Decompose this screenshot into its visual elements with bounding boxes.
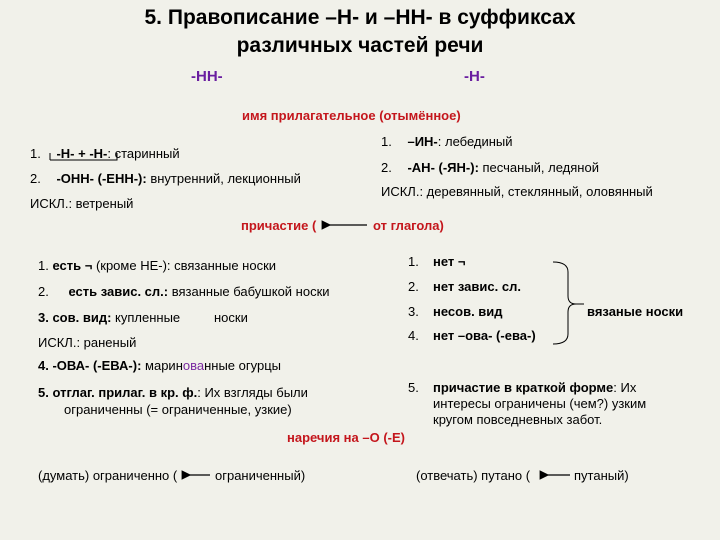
nn-rule-2-number: 2. [30, 171, 41, 186]
participle-nn-3-example: купленные [111, 310, 181, 325]
participle-n-5-line2: интересы ограничены (чем?) узким [433, 396, 647, 411]
n-rule-2-number: 2. [381, 160, 392, 175]
adverb-nn-example-left: (думать) ограниченно ( [38, 468, 178, 483]
n-rule-1-number: 1. [381, 134, 392, 149]
participle-n-5-number: 5. [408, 380, 419, 395]
participle-nn-1-condition: есть ¬ [52, 258, 93, 273]
participle-nn-4-example-a: марин [141, 358, 183, 373]
adverb-n-example-left: (отвечать) путано ( [416, 468, 531, 483]
nn-rule-1-example: : старинный [107, 146, 180, 161]
nn-rule-2-suffix: -ОНН- (-ЕНН-): [56, 171, 147, 186]
participle-exception: ИСКЛ.: раненый [38, 335, 137, 350]
participle-n-example: вязаные носки [587, 304, 684, 319]
participle-nn-1-example: (кроме НЕ-): связанные носки [92, 258, 277, 273]
participle-n-2-number: 2. [408, 279, 419, 294]
adverb-n-example-right: путаный) [574, 468, 629, 483]
n-exception: ИСКЛ.: деревянный, стеклянный, оловянный [381, 184, 653, 199]
participle-n-4: нет –ова- (-ева-) [433, 328, 536, 343]
rules-brace [553, 262, 576, 344]
header-nn: -НН- [191, 68, 223, 85]
participle-heading-right: от глагола) [373, 218, 444, 233]
title-line-1: 5. Правописание –Н- и –НН- в суффиксах [144, 6, 576, 29]
title-line-2: различных частей речи [236, 34, 484, 57]
participle-nn-5-example: : Их взгляды были [197, 385, 308, 400]
participle-n-5-condition: причастие в краткой форме [433, 380, 614, 395]
participle-n-2: нет завис. сл. [433, 279, 521, 294]
n-rule-2-suffix: -АН- (-ЯН-): [407, 160, 479, 175]
nn-rule-1-suffix: -Н- + -Н- [56, 146, 108, 161]
n-rule-1-example: : лебединый [437, 134, 513, 149]
participle-nn-3-condition: 3. сов. вид: [38, 310, 112, 325]
adverb-heading: наречия на –О (-Е) [287, 430, 405, 445]
participle-nn-1-number: 1. [38, 258, 49, 273]
participle-n-3: несов. вид [433, 304, 503, 319]
participle-nn-4-example-b: нные огурцы [204, 358, 281, 373]
n-rule-1-suffix: –ИН- [407, 134, 438, 149]
participle-nn-4-example-ova: ова [182, 358, 205, 373]
adverb-nn-example-right: ограниченный) [215, 468, 306, 483]
header-n: -Н- [464, 68, 485, 85]
participle-n-4-number: 4. [408, 328, 419, 343]
participle-heading-left: причастие ( [241, 218, 317, 233]
participle-nn-2-example: вязанные бабушкой носки [168, 284, 330, 299]
participle-n-5-line3: кругом повседневных забот. [433, 412, 603, 427]
suffix-bracket [50, 153, 117, 160]
participle-nn-5-condition: 5. отглаг. прилаг. в кр. ф. [38, 385, 198, 400]
adjective-heading: имя прилагательное (отымённое) [242, 108, 461, 123]
n-rule-2-example: песчаный, ледяной [478, 160, 599, 175]
participle-nn-2-number: 2. [38, 284, 49, 299]
participle-n-1: нет ¬ [433, 254, 466, 269]
participle-nn-4-condition: 4. -ОВА- (-ЕВА-): [38, 358, 142, 373]
participle-nn-2-condition: есть завис. сл.: [68, 284, 169, 299]
participle-n-3-number: 3. [408, 304, 419, 319]
participle-n-5-example: : Их [613, 380, 637, 395]
nn-rule-2-example: внутренний, лекционный [146, 171, 301, 186]
nn-rule-1-number: 1. [30, 146, 41, 161]
participle-nn-3-extra: носки [214, 310, 248, 325]
participle-n-1-number: 1. [408, 254, 419, 269]
nn-exception: ИСКЛ.: ветреный [30, 196, 134, 211]
participle-nn-5-line2: ограниченны (= ограниченные, узкие) [64, 402, 292, 417]
